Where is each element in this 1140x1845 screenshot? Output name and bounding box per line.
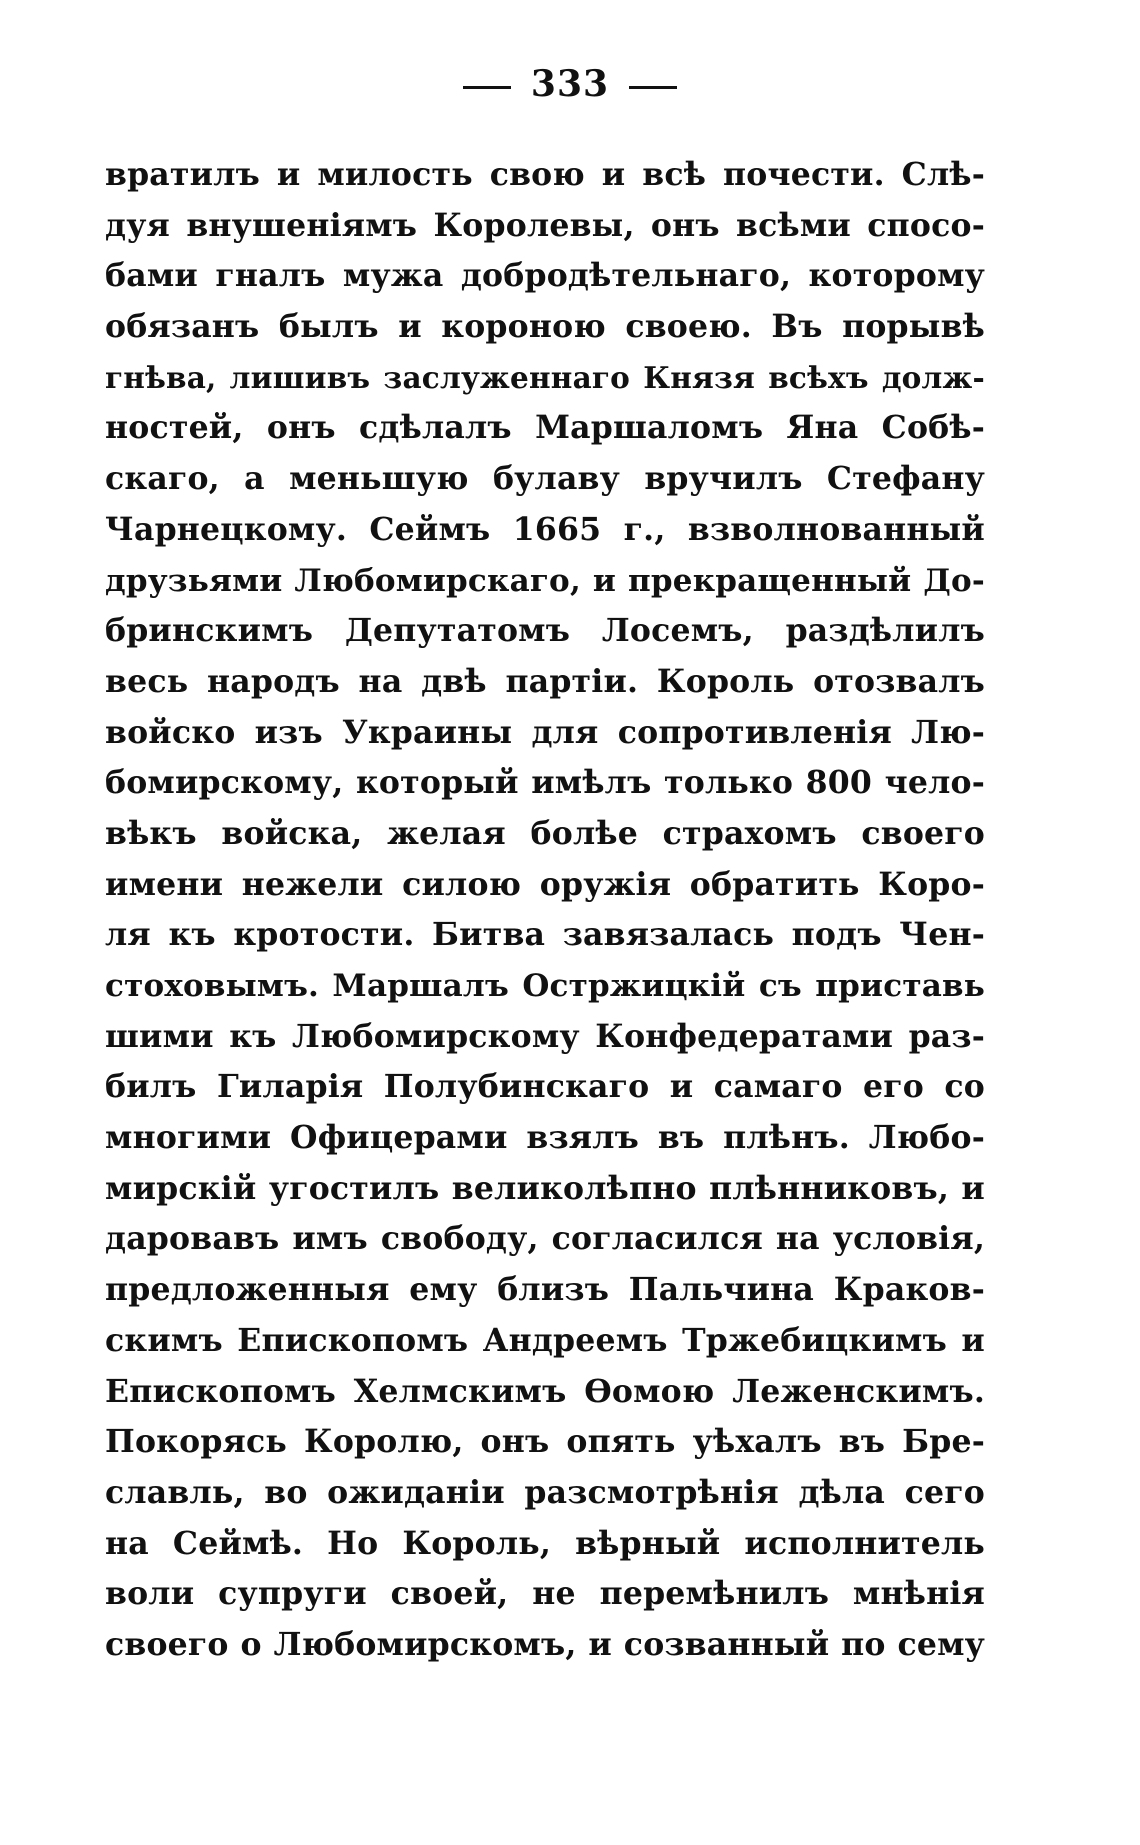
text-line: скаго, а меньшую булаву вручилъ Стефану <box>105 460 985 498</box>
text-line: имени нежели силою оружія обратить Коро- <box>105 865 985 903</box>
text-line: весь народъ на двѣ партіи. Король отозвалъ <box>105 662 985 700</box>
right-dash-ornament <box>629 86 677 89</box>
text-line: предложенныя ему близъ Пальчина Краков- <box>105 1271 985 1309</box>
text-line: обязанъ былъ и короною своею. Въ порывѣ <box>105 308 985 346</box>
text-line: даровавъ имъ свободу, согласился на условія, <box>105 1220 985 1258</box>
text-line: многими Офицерами взялъ въ плѣнъ. Любо- <box>105 1119 985 1157</box>
text-line: дуя внушеніямъ Королевы, онъ всѣми спосо- <box>105 206 985 244</box>
text-line: Чарнецкому. Сеймъ 1665 г., взволнованный <box>105 510 985 548</box>
text-line: бомирскому, который имѣлъ только 800 чело- <box>105 764 985 802</box>
text-line: мирскій угостилъ великолѣпно плѣнниковъ, и <box>105 1169 985 1207</box>
text-line: вратилъ и милость свою и всѣ почести. Слѣ- <box>105 156 985 193</box>
text-line: Покорясь Королю, онъ опять уѣхалъ въ Бре- <box>105 1423 985 1461</box>
text-line: билъ Гиларія Полубинскаго и самаго его со <box>105 1068 985 1106</box>
text-line: бринскимъ Депутатомъ Лосемъ, раздѣлилъ <box>105 612 985 650</box>
page-number-header <box>0 62 1140 106</box>
text-line: воли супруги своей, не перемѣнилъ мнѣнія <box>105 1575 985 1613</box>
text-line: своего о Любомирскомъ, и созванный по сему <box>105 1625 985 1663</box>
text-line: гнѣва, лишивъ заслуженнаго Князя всѣхъ долж- <box>105 359 985 395</box>
text-line: вѣкъ войска, желая болѣе страхомъ своего <box>105 814 985 852</box>
text-line: на Сеймѣ. Но Король, вѣрный исполнитель <box>105 1524 985 1562</box>
text-line: бами гналъ мужа добродѣтельнаго, которому <box>105 257 985 295</box>
text-line: славль, во ожиданіи разсмотрѣнія дѣла сего <box>105 1473 985 1511</box>
text-line: друзьями Любомирскаго, и прекращенный До- <box>105 562 985 599</box>
text-line: шими къ Любомирскому Конфедератами раз- <box>105 1017 985 1055</box>
body-text <box>105 150 985 1671</box>
page-number: 333 <box>530 63 610 105</box>
text-line: ностей, онъ сдѣлалъ Маршаломъ Яна Собѣ- <box>105 409 985 447</box>
text-line: Епископомъ Хелмскимъ Ѳомою Леженскимъ. <box>105 1372 985 1410</box>
text-line: войско изъ Украины для сопротивленія Лю- <box>105 713 985 751</box>
text-line: скимъ Епископомъ Андреемъ Тржебицкимъ и <box>105 1321 985 1359</box>
text-line: стоховымъ. Маршалъ Остржицкій съ приставь <box>105 968 985 1004</box>
text-line: ля къ кротости. Битва завязалась подъ Чен- <box>105 916 985 954</box>
left-dash-ornament <box>463 86 511 89</box>
